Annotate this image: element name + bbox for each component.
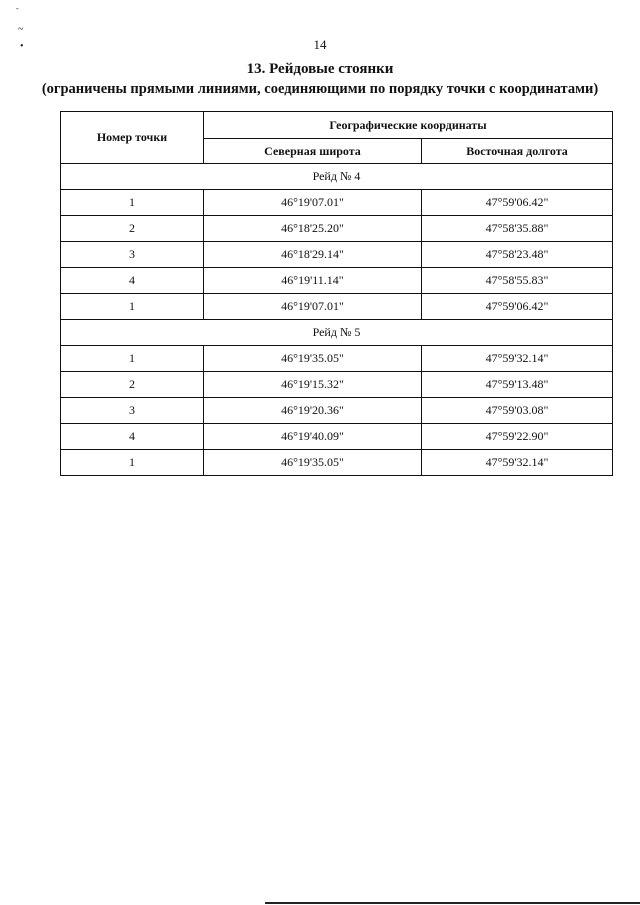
- scan-mark-2: ~: [18, 24, 24, 35]
- table-row: [61, 346, 613, 372]
- section-row: [61, 320, 613, 346]
- latitude-cell: 46°19'20.36": [204, 398, 422, 424]
- longitude-cell: 47°59'06.42": [422, 190, 613, 216]
- point-number-cell: 4: [61, 424, 204, 450]
- latitude-cell: 46°19'35.05": [204, 450, 422, 476]
- section-label: Рейд № 4: [61, 164, 613, 190]
- table-row: [61, 190, 613, 216]
- table-row: [61, 398, 613, 424]
- longitude-cell: 47°59'06.42": [422, 294, 613, 320]
- latitude-cell: 46°18'29.14": [204, 242, 422, 268]
- point-number-cell: 1: [61, 190, 204, 216]
- latitude-cell: 46°19'07.01": [204, 294, 422, 320]
- point-number-cell: 1: [61, 346, 204, 372]
- point-number-cell: 1: [61, 294, 204, 320]
- page-number: 14: [313, 37, 327, 52]
- table-row: [61, 216, 613, 242]
- longitude-cell: 47°58'23.48": [422, 242, 613, 268]
- latitude-cell: 46°19'40.09": [204, 424, 422, 450]
- latitude-cell: 46°19'15.32": [204, 372, 422, 398]
- coordinates-table: [60, 111, 613, 476]
- table-header-row-1: [61, 112, 613, 139]
- longitude-cell: 47°58'55.83": [422, 268, 613, 294]
- longitude-cell: 47°59'32.14": [422, 450, 613, 476]
- scan-edge-line: [265, 902, 640, 904]
- table-row: [61, 424, 613, 450]
- point-number-cell: 1: [61, 450, 204, 476]
- point-number-cell: 4: [61, 268, 204, 294]
- point-number-cell: 3: [61, 398, 204, 424]
- longitude-cell: 47°59'32.14": [422, 346, 613, 372]
- table-row: [61, 450, 613, 476]
- header-geo-coords: Географические координаты: [204, 112, 613, 139]
- point-number-cell: 3: [61, 242, 204, 268]
- latitude-cell: 46°19'35.05": [204, 346, 422, 372]
- longitude-cell: 47°58'35.88": [422, 216, 613, 242]
- point-number-cell: 2: [61, 216, 204, 242]
- scan-mark-3: •: [20, 41, 24, 52]
- table-row: [61, 242, 613, 268]
- page-title: 13. Рейдовые стоянки: [246, 61, 394, 77]
- latitude-cell: 46°19'07.01": [204, 190, 422, 216]
- page-subtitle: (ограничены прямыми линиями, соединяющими по порядку точки с координатами): [41, 81, 599, 97]
- longitude-cell: 47°59'13.48": [422, 372, 613, 398]
- table-row: [61, 268, 613, 294]
- latitude-cell: 46°18'25.20": [204, 216, 422, 242]
- longitude-cell: 47°59'22.90": [422, 424, 613, 450]
- header-north-latitude: Северная широта: [204, 139, 422, 164]
- scan-mark-1: -: [16, 4, 19, 13]
- header-point-number: Номер точки: [61, 112, 204, 164]
- header-east-longitude: Восточная долгота: [422, 139, 613, 164]
- point-number-cell: 2: [61, 372, 204, 398]
- table-row: [61, 294, 613, 320]
- table-row: [61, 372, 613, 398]
- latitude-cell: 46°19'11.14": [204, 268, 422, 294]
- section-row: [61, 164, 613, 190]
- longitude-cell: 47°59'03.08": [422, 398, 613, 424]
- section-label: Рейд № 5: [61, 320, 613, 346]
